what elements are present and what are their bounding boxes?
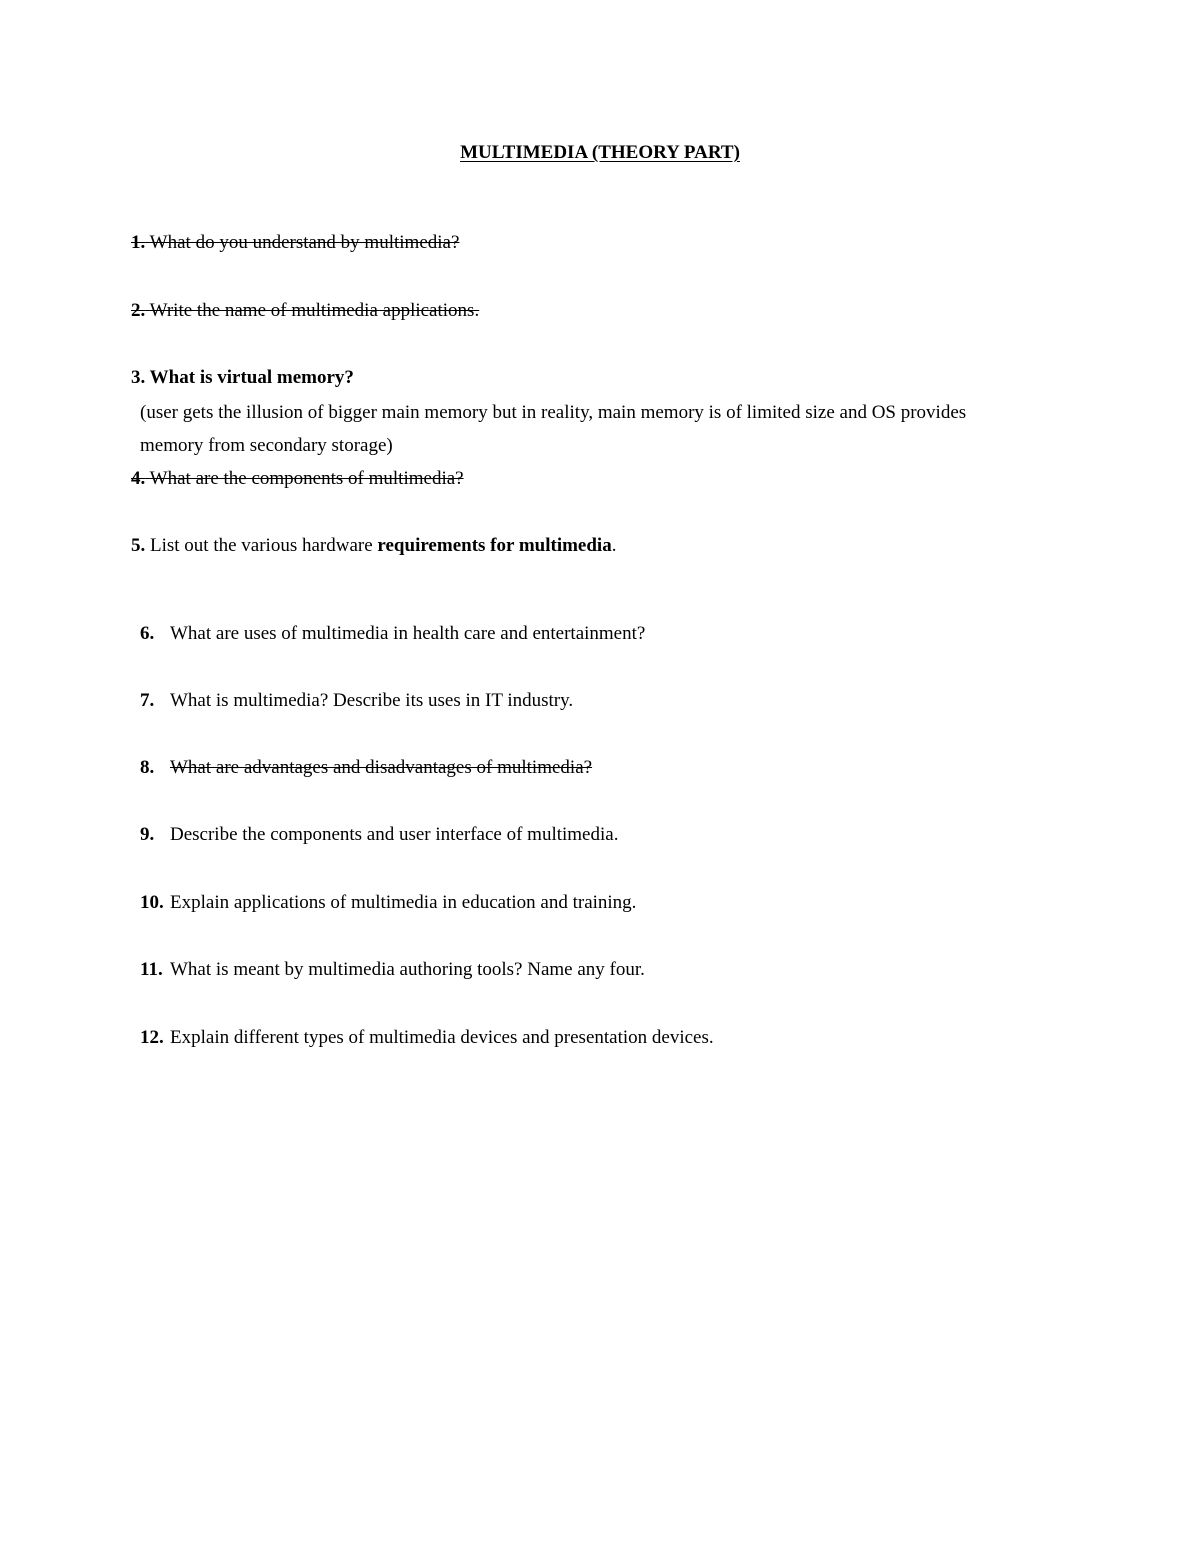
question-9: [140, 823, 618, 847]
page-title: MULTIMEDIA (THEORY PART): [460, 142, 740, 163]
question-text: What is virtual memory?: [149, 367, 354, 388]
question-text: What are the components of multimedia?: [149, 468, 464, 489]
question-number: 1.: [131, 232, 146, 253]
question-number: 11.: [140, 959, 163, 980]
question-text-end: .: [611, 535, 617, 556]
question-number: 7.: [140, 690, 155, 711]
question-text: Write the name of multimedia applications.: [149, 300, 480, 321]
question-6: [140, 622, 645, 646]
question-number: 3.: [131, 367, 146, 388]
answer-note-line-2: memory from secondary storage): [140, 435, 393, 456]
question-2: [131, 299, 479, 323]
answer-note-line-1: (user gets the illusion of bigger main memory but in reality, main memory is of limited size and OS provides: [140, 402, 967, 423]
question-5: [131, 534, 616, 558]
question-11: [140, 958, 645, 982]
question-text: What are uses of multimedia in health care and entertainment?: [170, 623, 646, 644]
question-text: What are advantages and disadvantages of multimedia?: [170, 757, 593, 778]
question-number: 6.: [140, 623, 155, 644]
question-number: 8.: [140, 757, 155, 778]
question-10: [140, 891, 636, 915]
question-number: 12.: [140, 1027, 164, 1048]
answer-note: [140, 396, 1040, 462]
question-1: [131, 231, 459, 255]
question-text: Explain different types of multimedia devices and presentation devices.: [170, 1027, 714, 1048]
question-number: 4.: [131, 468, 146, 489]
question-8: [140, 756, 592, 780]
question-12: [140, 1026, 714, 1050]
question-3: [131, 366, 354, 390]
question-text: What is meant by multimedia authoring tools? Name any four.: [170, 959, 645, 980]
question-text: What is multimedia? Describe its uses in IT industry.: [170, 690, 574, 711]
question-number: 5.: [131, 535, 146, 556]
question-text: Describe the components and user interface of multimedia.: [170, 824, 619, 845]
question-number: 10.: [140, 892, 164, 913]
question-number: 9.: [140, 824, 155, 845]
question-text: Explain applications of multimedia in education and training.: [170, 892, 637, 913]
question-number: 2.: [131, 300, 146, 321]
question-text: What do you understand by multimedia?: [149, 232, 460, 253]
question-4: [131, 467, 464, 491]
question-text: List out the various hardware: [150, 535, 373, 556]
question-7: [140, 689, 573, 713]
question-text-emphasis: requirements for multimedia: [377, 535, 612, 556]
